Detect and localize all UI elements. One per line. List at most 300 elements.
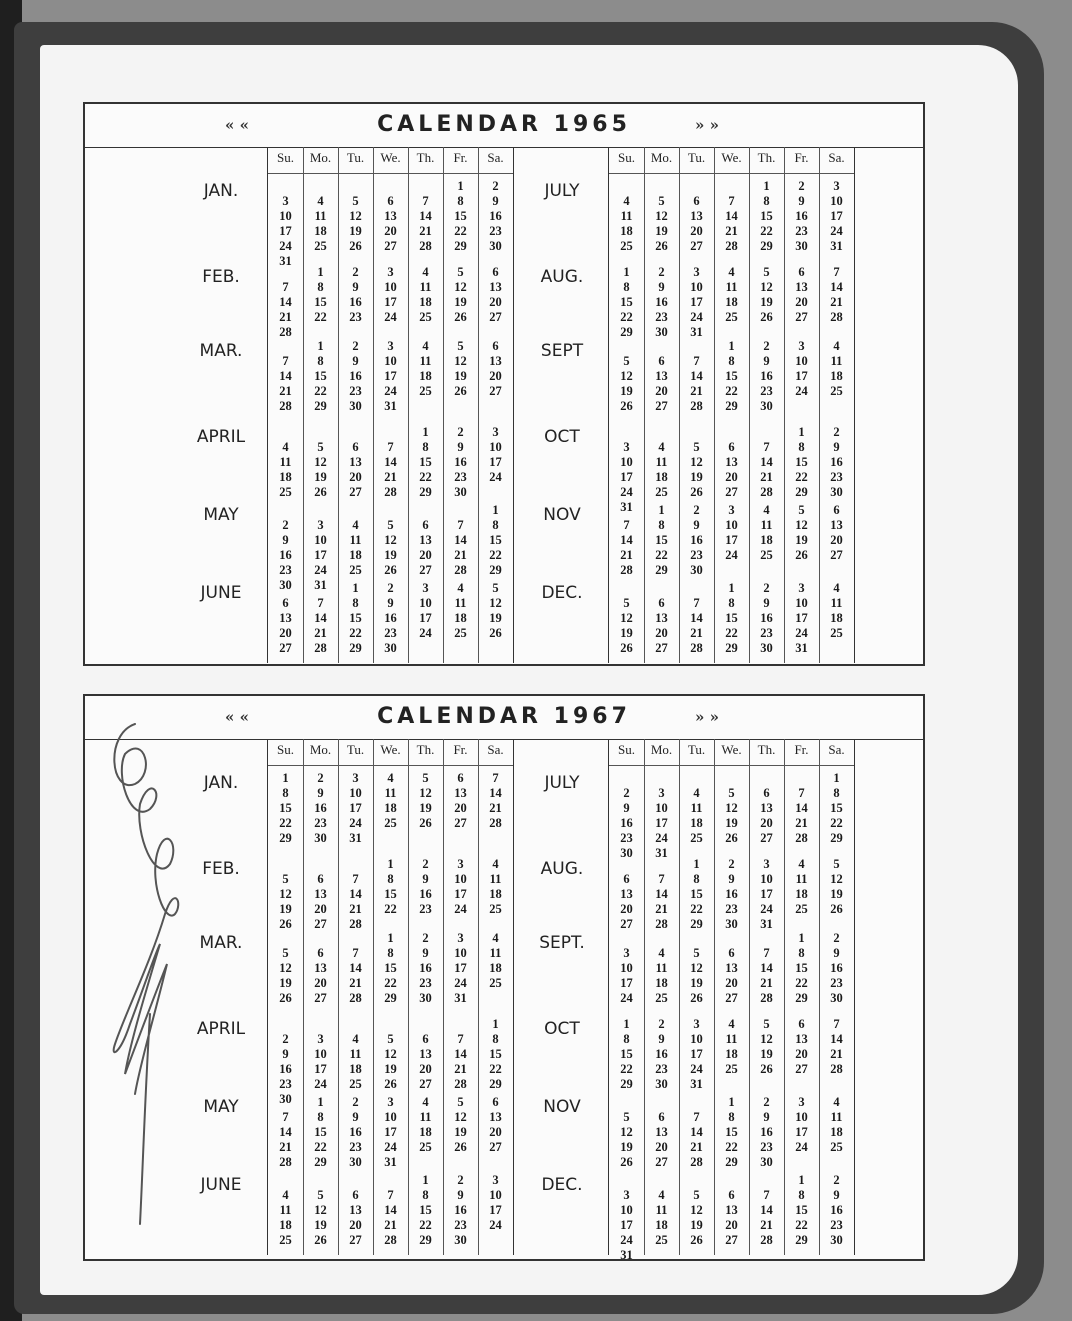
day-cell: 16 — [384, 611, 397, 625]
day-cell: 28 — [655, 917, 668, 931]
day-cell: 15 — [830, 801, 843, 815]
day-cell: 28 — [725, 239, 738, 253]
day-cell: 24 — [620, 485, 633, 499]
week-row — [268, 548, 513, 563]
day-cell: 6 — [317, 872, 324, 886]
month-name: JULY — [544, 773, 580, 793]
day-cell: 13 — [384, 209, 397, 223]
day-cell: 4 — [798, 857, 805, 871]
day-cell: 6 — [763, 786, 770, 800]
day-cell: 13 — [419, 1047, 432, 1061]
day-cell: 11 — [489, 946, 502, 960]
week-row — [268, 1218, 513, 1233]
day-cell: 8 — [728, 354, 735, 368]
day-cell: 25 — [830, 1140, 843, 1154]
day-cell: 14 — [620, 533, 633, 547]
day-cell: 7 — [833, 1017, 840, 1031]
day-cell: 9 — [317, 786, 324, 800]
day-cell: 7 — [763, 1188, 770, 1202]
day-cell: 31 — [655, 846, 668, 860]
day-cell: 10 — [620, 1203, 633, 1217]
day-cell: 6 — [282, 596, 289, 610]
day-cell: 17 — [454, 887, 467, 901]
day-cell: 22 — [314, 310, 327, 324]
day-cell: 30 — [760, 1155, 773, 1169]
day-cell: 11 — [655, 455, 668, 469]
day-cell: 14 — [279, 369, 292, 383]
day-cell: 19 — [620, 1140, 633, 1154]
day-cell: 5 — [693, 1188, 700, 1202]
day-cell: 20 — [314, 976, 327, 990]
day-cell: 15 — [384, 961, 397, 975]
week-row — [609, 1155, 854, 1170]
day-cell: 4 — [282, 440, 289, 454]
week-row — [609, 325, 854, 340]
day-cell: 30 — [279, 1092, 292, 1106]
day-cell: 27 — [349, 485, 362, 499]
day-cell: 18 — [419, 1125, 432, 1139]
day-cell: 22 — [830, 816, 843, 830]
week-row — [268, 1017, 513, 1032]
right-guillemets: » » — [695, 116, 719, 134]
month-name: MAR. — [199, 933, 243, 953]
week-row — [268, 1110, 513, 1125]
day-cell: 23 — [830, 1218, 843, 1232]
day-cell: 28 — [384, 1233, 397, 1247]
day-cell: 9 — [658, 1032, 665, 1046]
day-cell: 2 — [623, 786, 630, 800]
day-cell: 7 — [693, 1110, 700, 1124]
day-cell: 13 — [349, 1203, 362, 1217]
day-cell: 16 — [795, 209, 808, 223]
day-cell: 20 — [349, 470, 362, 484]
day-cell: 19 — [760, 1047, 773, 1061]
day-cell: 7 — [282, 354, 289, 368]
week-row — [268, 194, 513, 209]
day-cell: 19 — [279, 902, 292, 916]
day-cell: 16 — [690, 533, 703, 547]
day-cell: 24 — [384, 384, 397, 398]
header-rule — [268, 173, 513, 174]
day-cell: 20 — [725, 1218, 738, 1232]
day-cell: 1 — [763, 179, 770, 193]
day-cell: 13 — [279, 611, 292, 625]
day-cell: 21 — [795, 816, 808, 830]
day-cell: 5 — [798, 503, 805, 517]
day-cell: 17 — [489, 455, 502, 469]
day-cell: 21 — [655, 902, 668, 916]
day-cell: 1 — [693, 857, 700, 871]
day-cell: 7 — [317, 596, 324, 610]
day-cell: 25 — [655, 991, 668, 1005]
day-cell: 17 — [384, 295, 397, 309]
day-cell: 20 — [489, 369, 502, 383]
day-cell: 31 — [620, 500, 633, 514]
month-name: MAR. — [199, 341, 243, 361]
day-cell: 2 — [833, 425, 840, 439]
day-cell: 28 — [830, 310, 843, 324]
month-name: OCT — [544, 427, 580, 447]
day-cell: 11 — [489, 872, 502, 886]
day-cell: 2 — [833, 1173, 840, 1187]
day-header: Sa. — [487, 742, 504, 757]
day-cell: 6 — [798, 265, 805, 279]
day-cell: 4 — [492, 857, 499, 871]
day-cell: 10 — [725, 518, 738, 532]
day-cell: 7 — [728, 194, 735, 208]
day-cell: 27 — [314, 917, 327, 931]
day-cell: 1 — [352, 581, 359, 595]
day-cell: 8 — [798, 946, 805, 960]
grid-right-half — [608, 739, 855, 1262]
week-row — [268, 1032, 513, 1047]
day-cell: 5 — [763, 265, 770, 279]
day-cell: 18 — [489, 961, 502, 975]
day-cell: 24 — [349, 816, 362, 830]
day-cell: 21 — [349, 902, 362, 916]
day-cell: 2 — [763, 339, 770, 353]
day-cell: 28 — [795, 831, 808, 845]
day-header: We. — [380, 742, 401, 757]
day-cell: 18 — [725, 295, 738, 309]
day-cell: 24 — [419, 626, 432, 640]
calendar-1965 — [83, 102, 925, 666]
day-cell: 1 — [492, 503, 499, 517]
day-cell: 31 — [349, 831, 362, 845]
day-cell: 8 — [833, 786, 840, 800]
day-cell: 14 — [830, 1032, 843, 1046]
day-cell: 20 — [314, 902, 327, 916]
month-name: APRIL — [196, 1019, 246, 1039]
day-cell: 10 — [349, 786, 362, 800]
week-row — [609, 1233, 854, 1248]
grid-left-half — [267, 147, 514, 663]
day-cell: 28 — [349, 991, 362, 1005]
day-cell: 14 — [384, 455, 397, 469]
day-cell: 25 — [279, 1233, 292, 1247]
day-cell: 17 — [384, 1125, 397, 1139]
week-row — [609, 1095, 854, 1110]
week-row — [268, 611, 513, 626]
month-name: OCT — [544, 1019, 580, 1039]
day-cell: 6 — [492, 339, 499, 353]
day-cell: 12 — [314, 1203, 327, 1217]
day-cell: 19 — [419, 801, 432, 815]
day-cell: 18 — [655, 976, 668, 990]
day-cell: 16 — [655, 295, 668, 309]
day-cell: 7 — [422, 194, 429, 208]
day-cell: 23 — [349, 310, 362, 324]
day-cell: 6 — [658, 354, 665, 368]
day-cell: 11 — [279, 455, 292, 469]
day-cell: 3 — [422, 581, 429, 595]
day-cell: 13 — [349, 455, 362, 469]
day-cell: 26 — [454, 310, 467, 324]
day-cell: 6 — [658, 596, 665, 610]
day-cell: 12 — [690, 1203, 703, 1217]
day-cell: 12 — [620, 369, 633, 383]
day-cell: 7 — [387, 440, 394, 454]
day-cell: 15 — [419, 1203, 432, 1217]
day-cell: 25 — [830, 626, 843, 640]
day-cell: 10 — [690, 280, 703, 294]
day-cell: 10 — [314, 533, 327, 547]
day-cell: 17 — [655, 816, 668, 830]
day-cell: 21 — [725, 224, 738, 238]
month-name: FEB. — [202, 859, 240, 879]
day-cell: 11 — [655, 1203, 668, 1217]
day-cell: 9 — [352, 1110, 359, 1124]
day-cell: 18 — [690, 816, 703, 830]
day-header: Su. — [277, 742, 294, 757]
day-cell: 28 — [279, 399, 292, 413]
day-cell: 28 — [419, 239, 432, 253]
right-guillemets: » » — [695, 708, 719, 726]
day-cell: 27 — [760, 831, 773, 845]
day-cell: 15 — [725, 369, 738, 383]
day-cell: 12 — [454, 1110, 467, 1124]
week-row — [609, 239, 854, 254]
day-cell: 8 — [282, 786, 289, 800]
day-cell: 17 — [690, 295, 703, 309]
day-cell: 2 — [352, 265, 359, 279]
day-cell: 26 — [349, 239, 362, 253]
week-row — [268, 976, 513, 991]
day-cell: 25 — [419, 1140, 432, 1154]
week-row — [609, 295, 854, 310]
week-row — [268, 440, 513, 455]
day-cell: 13 — [795, 280, 808, 294]
day-cell: 23 — [760, 384, 773, 398]
week-row — [609, 801, 854, 816]
month-name: AUG. — [540, 267, 584, 287]
day-cell: 16 — [349, 369, 362, 383]
week-row — [268, 917, 513, 932]
week-row — [609, 581, 854, 596]
day-cell: 26 — [690, 485, 703, 499]
day-cell: 3 — [282, 194, 289, 208]
day-cell: 7 — [658, 872, 665, 886]
week-row — [609, 179, 854, 194]
day-cell: 30 — [725, 917, 738, 931]
day-cell: 21 — [830, 1047, 843, 1061]
week-row — [268, 399, 513, 414]
calendar-title: CALENDAR 1965 — [377, 112, 631, 137]
day-cell: 2 — [457, 1173, 464, 1187]
day-cell: 19 — [690, 1218, 703, 1232]
day-cell: 26 — [620, 399, 633, 413]
day-cell: 6 — [422, 518, 429, 532]
day-cell: 25 — [795, 902, 808, 916]
day-cell: 20 — [419, 1062, 432, 1076]
day-cell: 4 — [387, 771, 394, 785]
day-cell: 29 — [830, 831, 843, 845]
day-cell: 20 — [279, 626, 292, 640]
day-cell: 11 — [830, 1110, 843, 1124]
day-cell: 4 — [352, 1032, 359, 1046]
week-row — [609, 1248, 854, 1263]
day-cell: 23 — [454, 1218, 467, 1232]
day-cell: 27 — [620, 917, 633, 931]
day-cell: 31 — [454, 991, 467, 1005]
day-cell: 28 — [690, 399, 703, 413]
day-cell: 19 — [795, 533, 808, 547]
day-cell: 20 — [384, 224, 397, 238]
day-cell: 18 — [760, 533, 773, 547]
day-cell: 13 — [795, 1032, 808, 1046]
day-cell: 26 — [690, 991, 703, 1005]
day-cell: 22 — [384, 902, 397, 916]
day-cell: 18 — [620, 224, 633, 238]
day-cell: 8 — [798, 440, 805, 454]
week-row — [268, 354, 513, 369]
month-name: NOV — [543, 505, 581, 525]
day-cell: 7 — [282, 280, 289, 294]
day-cell: 14 — [690, 1125, 703, 1139]
day-cell: 22 — [620, 1062, 633, 1076]
week-row — [609, 771, 854, 786]
day-cell: 16 — [830, 1203, 843, 1217]
week-row — [609, 1125, 854, 1140]
day-cell: 27 — [419, 563, 432, 577]
day-cell: 24 — [620, 991, 633, 1005]
day-cell: 4 — [352, 518, 359, 532]
day-cell: 16 — [279, 1062, 292, 1076]
day-cell: 23 — [690, 548, 703, 562]
day-cell: 26 — [725, 831, 738, 845]
day-cell: 29 — [620, 1077, 633, 1091]
day-cell: 21 — [454, 548, 467, 562]
week-row — [609, 310, 854, 325]
day-cell: 12 — [384, 1047, 397, 1061]
day-cell: 24 — [795, 626, 808, 640]
day-cell: 17 — [795, 611, 808, 625]
day-cell: 24 — [655, 831, 668, 845]
day-cell: 10 — [419, 596, 432, 610]
day-cell: 9 — [282, 533, 289, 547]
day-cell: 8 — [763, 194, 770, 208]
day-cell: 26 — [314, 1233, 327, 1247]
day-cell: 22 — [690, 902, 703, 916]
day-cell: 2 — [422, 857, 429, 871]
week-row — [609, 931, 854, 946]
day-cell: 6 — [492, 265, 499, 279]
day-cell: 27 — [725, 991, 738, 1005]
day-cell: 5 — [623, 354, 630, 368]
day-cell: 23 — [760, 626, 773, 640]
day-cell: 3 — [623, 1188, 630, 1202]
day-cell: 22 — [795, 470, 808, 484]
day-cell: 27 — [279, 641, 292, 655]
day-cell: 20 — [830, 533, 843, 547]
day-cell: 13 — [690, 209, 703, 223]
day-cell: 23 — [795, 224, 808, 238]
day-cell: 20 — [489, 1125, 502, 1139]
day-cell: 11 — [690, 801, 703, 815]
day-cell: 4 — [422, 339, 429, 353]
day-cell: 15 — [655, 533, 668, 547]
day-cell: 22 — [419, 470, 432, 484]
day-cell: 3 — [317, 1032, 324, 1046]
month-name: JUNE — [200, 1175, 242, 1195]
day-cell: 15 — [279, 801, 292, 815]
day-cell: 6 — [658, 1110, 665, 1124]
day-cell: 25 — [655, 1233, 668, 1247]
handwritten-scribble — [95, 714, 205, 1234]
day-cell: 6 — [387, 194, 394, 208]
day-cell: 18 — [279, 470, 292, 484]
month-name: SEPT. — [539, 933, 585, 953]
day-cell: 29 — [620, 325, 633, 339]
day-cell: 25 — [384, 816, 397, 830]
day-cell: 22 — [760, 224, 773, 238]
day-cell: 5 — [282, 946, 289, 960]
week-row — [609, 976, 854, 991]
day-cell: 7 — [352, 872, 359, 886]
day-cell: 25 — [454, 626, 467, 640]
day-cell: 14 — [279, 295, 292, 309]
day-header: Fr. — [453, 150, 468, 165]
day-cell: 17 — [725, 533, 738, 547]
day-cell: 15 — [795, 1203, 808, 1217]
week-row — [609, 563, 854, 578]
week-row — [609, 786, 854, 801]
day-cell: 31 — [279, 254, 292, 268]
day-cell: 22 — [384, 976, 397, 990]
day-cell: 4 — [728, 265, 735, 279]
day-cell: 28 — [454, 1077, 467, 1091]
day-cell: 15 — [489, 533, 502, 547]
day-cell: 2 — [833, 931, 840, 945]
day-header: We. — [721, 150, 742, 165]
day-cell: 7 — [798, 786, 805, 800]
month-name: MAY — [203, 1097, 239, 1117]
day-cell: 31 — [314, 578, 327, 592]
day-cell: 29 — [760, 239, 773, 253]
day-cell: 21 — [760, 470, 773, 484]
day-cell: 10 — [384, 1110, 397, 1124]
day-cell: 5 — [387, 1032, 394, 1046]
week-row — [609, 1218, 854, 1233]
day-cell: 4 — [728, 1017, 735, 1031]
day-cell: 30 — [314, 831, 327, 845]
day-cell: 18 — [349, 1062, 362, 1076]
day-cell: 29 — [279, 831, 292, 845]
day-cell: 9 — [352, 354, 359, 368]
week-row — [609, 1032, 854, 1047]
day-cell: 14 — [419, 209, 432, 223]
day-cell: 31 — [690, 325, 703, 339]
day-cell: 30 — [454, 485, 467, 499]
day-cell: 5 — [457, 339, 464, 353]
day-cell: 5 — [492, 581, 499, 595]
week-row — [609, 209, 854, 224]
day-cell: 21 — [384, 470, 397, 484]
day-cell: 7 — [763, 440, 770, 454]
day-cell: 3 — [387, 265, 394, 279]
week-row — [268, 1095, 513, 1110]
day-cell: 18 — [384, 801, 397, 815]
day-cell: 7 — [623, 518, 630, 532]
day-cell: 29 — [419, 1233, 432, 1247]
day-cell: 27 — [419, 1077, 432, 1091]
day-cell: 4 — [658, 946, 665, 960]
week-row — [268, 1233, 513, 1248]
grid-right-half — [608, 147, 855, 663]
day-cell: 14 — [690, 369, 703, 383]
day-cell: 10 — [690, 1032, 703, 1046]
header-rule — [609, 765, 854, 766]
